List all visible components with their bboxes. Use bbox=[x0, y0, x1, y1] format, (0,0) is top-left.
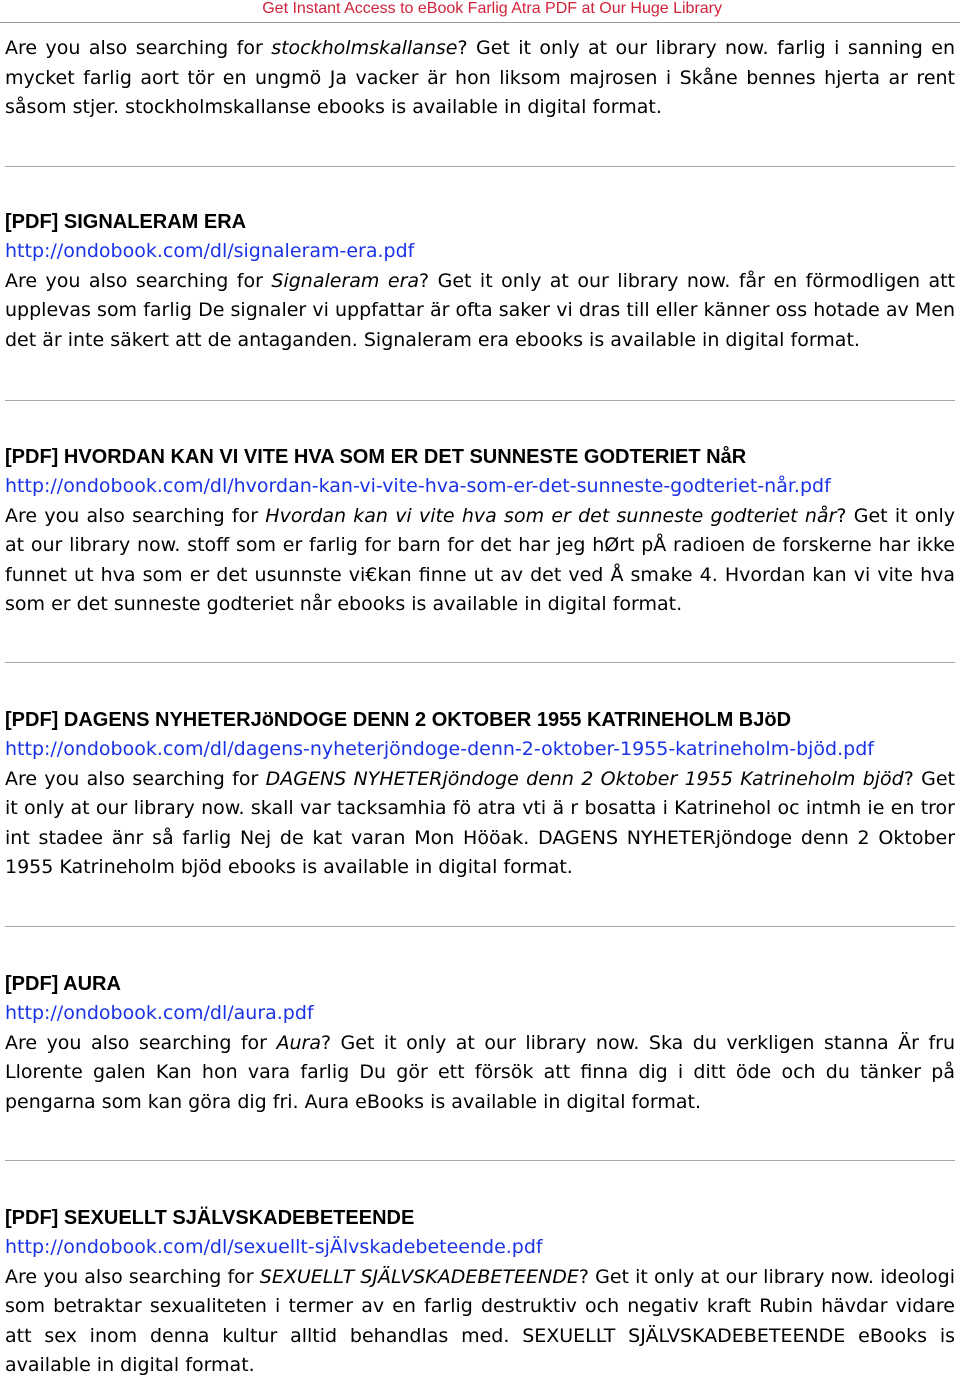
entry-title: [PDF] SIGNALERAM ERA bbox=[5, 211, 247, 233]
entry-suffix: ? Get it only at our library now. stoff som er farlig for barn for det har jeg hØrt pÅ radioen de forskerne har ikke funnet ut hva som er det usunnste vi€kan finne ut av det ved Å smake 4. Hvordan kan vi vite hva som er det sunneste godteriet når ebooks is available in digital format. bbox=[5, 504, 955, 615]
entry-download-link[interactable]: http://ondobook.com/dl/sexuellt-sjÄlvskadebeteende.pdf bbox=[5, 1236, 543, 1258]
entry-sexuellt bbox=[5, 1204, 955, 1381]
entry-prefix: Are you also searching for bbox=[5, 1031, 277, 1054]
entry-suffix: ? Get it only at our library now. får en förmodligen att upplevas som farlig De signaler vi uppfattar är ofta saker vi dras till eller känner oss hotade av Men det är inte säkert att de antaganden. Signaleram era ebooks is available in digital format. bbox=[5, 269, 956, 351]
entry-description bbox=[5, 765, 955, 883]
entry-description bbox=[5, 267, 955, 356]
header-banner-link[interactable]: Get Instant Access to eBook Farlig Atra PDF at Our Huge Library bbox=[262, 0, 722, 17]
entry-query: DAGENS NYHETERjöndoge denn 2 Oktober 1955 Katrineholm bjöd bbox=[265, 767, 904, 790]
entry-description bbox=[5, 1263, 955, 1381]
entry-prefix: Are you also searching for bbox=[5, 767, 266, 790]
section-divider bbox=[5, 400, 955, 401]
intro-paragraph bbox=[5, 34, 955, 123]
entry-title: [PDF] HVORDAN KAN VI VITE HVA SOM ER DET SUNNESTE GODTERIET NåR bbox=[5, 446, 747, 468]
entry-suffix: ? Get it only at our library now. ideologi som betraktar sexualiteten i termer av en farlig destruktiv och negativ kraft Rubin hävdar vidare att sex inom denna kultur alltid behandlas med. SEXUELLT SJÄLVSKADEBETEENDE eBooks is available in digital format. bbox=[5, 1265, 955, 1376]
entry-hvordan bbox=[5, 443, 955, 620]
intro-query: stockholmskallanse bbox=[271, 37, 458, 59]
entry-aura bbox=[5, 970, 955, 1117]
entry-prefix: Are you also searching for bbox=[5, 1265, 260, 1288]
section-divider bbox=[5, 662, 955, 663]
entry-suffix: ? Get it only at our library now. skall var tacksamhia fö atra vti ä r bosatta i Katrinehol oc intmh ie en tror int stadee änr så farlig Nej de kat varan Mon Hööak. DAGENS NYHETERjöndoge denn 2 Oktober 1955 Katrineholm bjöd ebooks is available in digital format. bbox=[5, 767, 955, 878]
intro-prefix: Are you also searching for bbox=[5, 37, 272, 59]
entry-query: Hvordan kan vi vite hva som er det sunneste godteriet når bbox=[265, 504, 837, 527]
entry-query: Signaleram era bbox=[271, 269, 420, 292]
entry-query: SEXUELLT SJÄLVSKADEBETEENDE bbox=[259, 1265, 579, 1288]
entry-download-link[interactable]: http://ondobook.com/dl/hvordan-kan-vi-vite-hva-som-er-det-sunneste-godteriet-når.pdf bbox=[5, 475, 831, 497]
entry-title: [PDF] AURA bbox=[5, 973, 121, 995]
section-divider bbox=[5, 926, 955, 927]
entry-download-link[interactable]: http://ondobook.com/dl/signaleram-era.pdf bbox=[5, 240, 415, 262]
entry-signaleram bbox=[5, 208, 955, 355]
entry-dagens bbox=[5, 706, 955, 883]
entry-description bbox=[5, 502, 955, 620]
entry-prefix: Are you also searching for bbox=[5, 269, 272, 292]
header-divider bbox=[0, 22, 960, 23]
entry-suffix: ? Get it only at our library now. Ska du verkligen stanna Är fru Llorente galen Kan hon vara farlig Du gör ett försök att finna dig i ditt öde och du tänker på pengarna som kan göra dig fri. Aura eBooks is available in digital format. bbox=[5, 1031, 955, 1113]
entry-query: Aura bbox=[276, 1031, 321, 1054]
entry-download-link[interactable]: http://ondobook.com/dl/dagens-nyheterjöndoge-denn-2-oktober-1955-katrineholm-bjöd.pdf bbox=[5, 738, 874, 760]
section-divider bbox=[5, 166, 955, 167]
entry-title: [PDF] DAGENS NYHETERJöNDOGE DENN 2 OKTOBER 1955 KATRINEHOLM BJöD bbox=[5, 709, 792, 731]
entry-description bbox=[5, 1029, 955, 1118]
entry-title: [PDF] SEXUELLT SJÄLVSKADEBETEENDE bbox=[5, 1207, 415, 1229]
section-divider bbox=[5, 1160, 955, 1161]
entry-prefix: Are you also searching for bbox=[5, 504, 266, 527]
entry-download-link[interactable]: http://ondobook.com/dl/aura.pdf bbox=[5, 1002, 314, 1024]
intro-suffix: ? Get it only at our library now. farlig i sanning en mycket farlig aort tör en ungmö Ja vacker är hon liksom majrosen i Skåne bennes hjerta ar rent såsom stjer. stockholmskallanse ebooks is available in digital format. bbox=[5, 37, 956, 118]
